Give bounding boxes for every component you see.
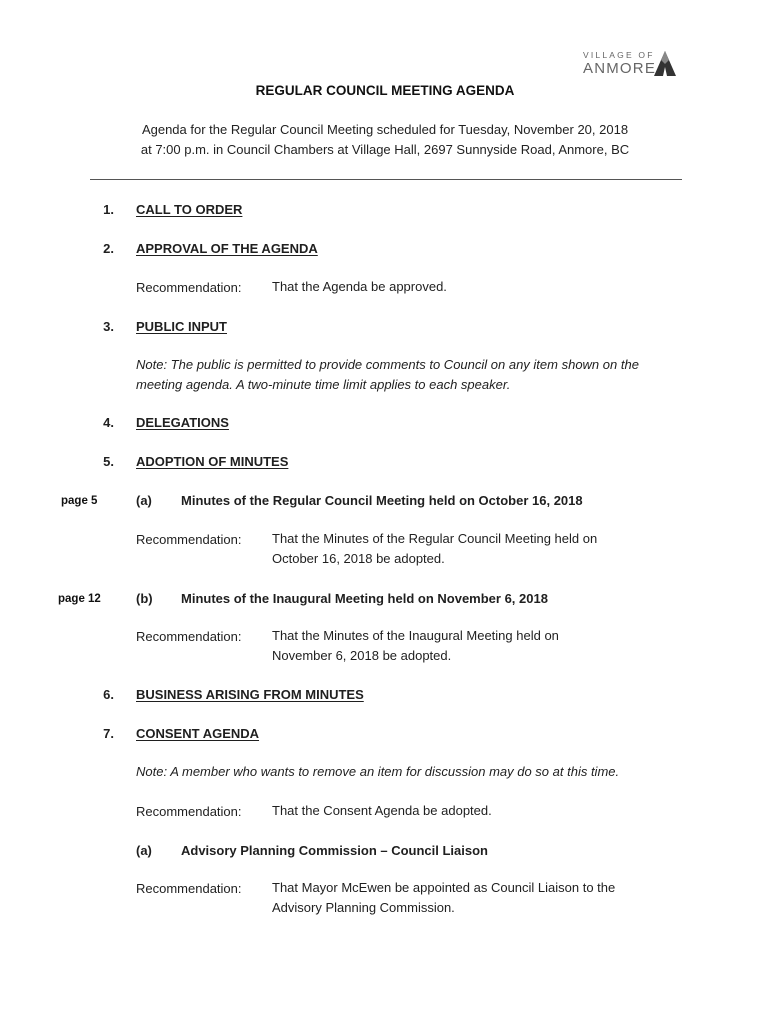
- item-number: 7.: [103, 726, 114, 741]
- recommendation-text-line-1: That the Minutes of the Regular Council Meeting held on: [272, 531, 598, 546]
- item-heading-consent-agenda: CONSENT AGENDA: [136, 726, 260, 741]
- public-input-note-line-2: meeting agenda. A two-minute time limit applies to each speaker.: [136, 377, 511, 392]
- item-heading-call-to-order: CALL TO ORDER: [136, 202, 243, 217]
- item-number: 4.: [103, 415, 114, 430]
- page-title: REGULAR COUNCIL MEETING AGENDA: [255, 83, 515, 98]
- item-heading-approval-of-agenda: APPROVAL OF THE AGENDA: [136, 241, 318, 256]
- subitem-title: Minutes of the Regular Council Meeting held on October 16, 2018: [181, 493, 583, 508]
- village-logo: [583, 50, 683, 80]
- subitem-title: Minutes of the Inaugural Meeting held on November 6, 2018: [181, 591, 548, 606]
- recommendation-text-line-1: That Mayor McEwen be appointed as Council Liaison to the: [272, 880, 616, 895]
- subitem-letter: (b): [136, 591, 153, 606]
- subitem-title: Advisory Planning Commission – Council Liaison: [181, 843, 488, 858]
- recommendation-text-line-2: Advisory Planning Commission.: [272, 900, 455, 915]
- page-reference-link[interactable]: page 5: [61, 495, 98, 507]
- intro-line-2: at 7:00 p.m. in Council Chambers at Village Hall, 2697 Sunnyside Road, Anmore, BC: [140, 142, 630, 157]
- public-input-note-line-1: Note: The public is permitted to provide comments to Council on any item shown on the: [136, 357, 639, 372]
- mountain-icon: [653, 50, 677, 77]
- intro-line-1: Agenda for the Regular Council Meeting scheduled for Tuesday, November 20, 2018: [141, 122, 629, 137]
- recommendation-text-line-2: November 6, 2018 be adopted.: [272, 648, 452, 663]
- recommendation-label: Recommendation:: [136, 804, 242, 819]
- recommendation-label: Recommendation:: [136, 280, 242, 295]
- recommendation-text-line-1: That the Minutes of the Inaugural Meeting held on: [272, 628, 559, 643]
- item-heading-business-arising: BUSINESS ARISING FROM MINUTES: [136, 687, 364, 702]
- item-number: 5.: [103, 454, 114, 469]
- item-number: 3.: [103, 319, 114, 334]
- item-number: 2.: [103, 241, 114, 256]
- item-heading-adoption-of-minutes: ADOPTION OF MINUTES: [136, 454, 289, 469]
- divider: [90, 179, 682, 180]
- recommendation-label: Recommendation:: [136, 629, 242, 644]
- recommendation-label: Recommendation:: [136, 881, 242, 896]
- recommendation-text: That the Agenda be approved.: [272, 279, 447, 294]
- recommendation-text-line-2: October 16, 2018 be adopted.: [272, 551, 445, 566]
- item-number: 6.: [103, 687, 114, 702]
- subitem-letter: (a): [136, 843, 152, 858]
- logo-line2: ANMORE: [583, 60, 657, 77]
- recommendation-label: Recommendation:: [136, 532, 242, 547]
- item-number: 1.: [103, 202, 114, 217]
- item-heading-delegations: DELEGATIONS: [136, 415, 229, 430]
- logo-line1: VILLAGE OF: [583, 50, 655, 60]
- recommendation-text: That the Consent Agenda be adopted.: [272, 803, 492, 818]
- page-reference-link[interactable]: page 12: [58, 593, 101, 605]
- subitem-letter: (a): [136, 493, 152, 508]
- item-heading-public-input: PUBLIC INPUT: [136, 319, 227, 334]
- consent-agenda-note: Note: A member who wants to remove an item for discussion may do so at this time.: [136, 764, 620, 779]
